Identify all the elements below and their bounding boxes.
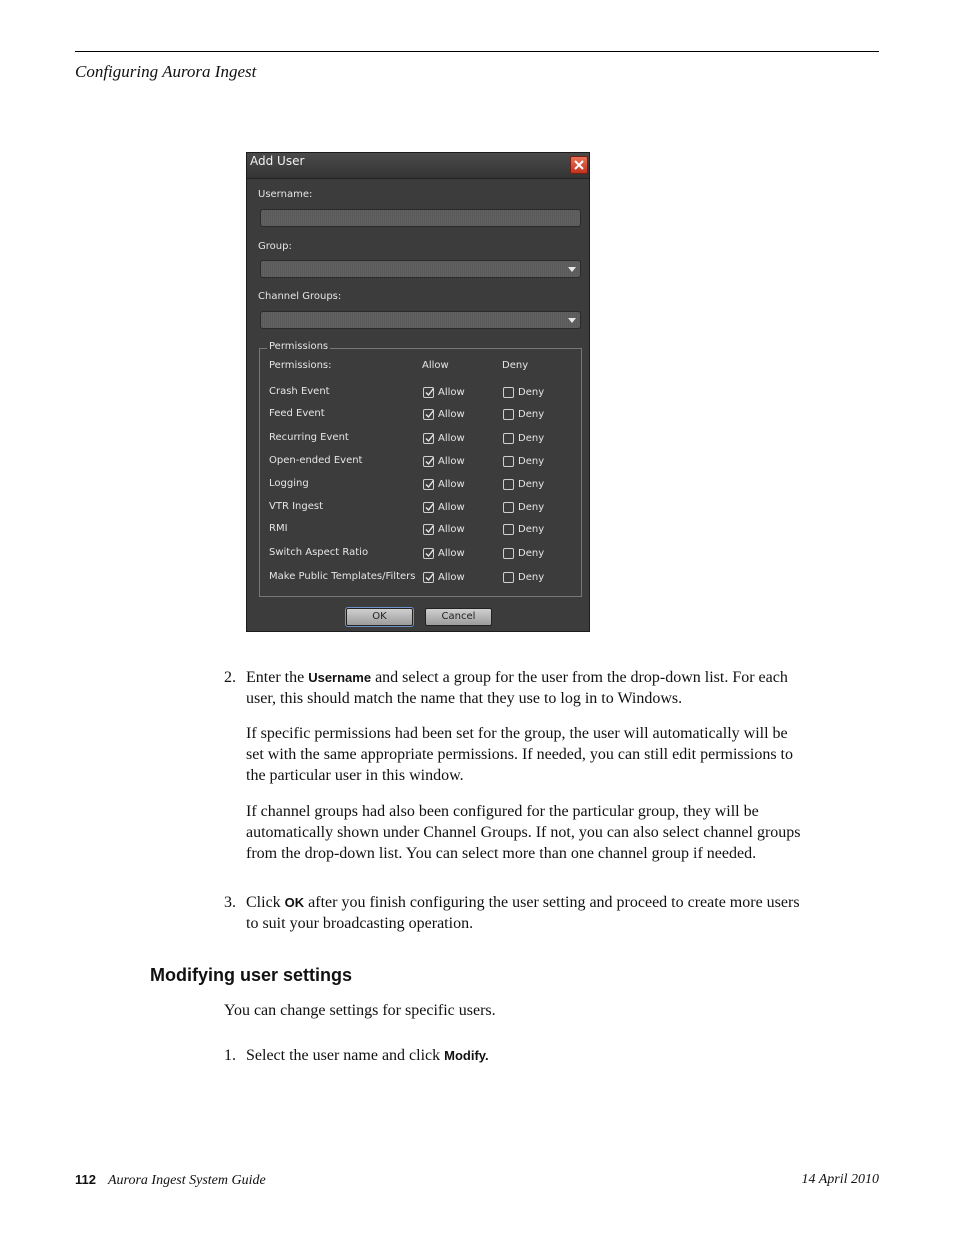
permission-name: RMI bbox=[269, 523, 288, 534]
allow-checkbox[interactable] bbox=[423, 433, 434, 444]
username-label: Username: bbox=[258, 189, 313, 200]
deny-label: Deny bbox=[518, 387, 545, 398]
allow-label: Allow bbox=[438, 456, 465, 467]
step-3-number: 3. bbox=[224, 894, 236, 911]
step-3-text bbox=[246, 892, 806, 934]
permission-row bbox=[247, 386, 589, 404]
modify-ui-term: Modify. bbox=[444, 1048, 489, 1063]
step-3-text-a: Click bbox=[246, 894, 285, 911]
deny-label: Deny bbox=[518, 502, 545, 513]
deny-checkbox[interactable] bbox=[503, 502, 514, 513]
permission-row bbox=[247, 501, 589, 519]
permission-row bbox=[247, 432, 589, 450]
permission-name: Feed Event bbox=[269, 408, 325, 419]
deny-checkbox[interactable] bbox=[503, 433, 514, 444]
deny-label: Deny bbox=[518, 456, 545, 467]
allow-checkbox[interactable] bbox=[423, 387, 434, 398]
step-1-text bbox=[246, 1045, 806, 1066]
deny-column-header: Deny bbox=[502, 360, 529, 371]
allow-column-header: Allow bbox=[422, 360, 449, 371]
deny-label: Deny bbox=[518, 479, 545, 490]
username-ui-term: Username bbox=[308, 670, 372, 685]
deny-checkbox[interactable] bbox=[503, 409, 514, 420]
step-2-text bbox=[246, 667, 806, 709]
permission-row bbox=[247, 478, 589, 496]
deny-label: Deny bbox=[518, 409, 545, 420]
section-intro: You can change settings for specific users. bbox=[224, 1002, 496, 1019]
footer-left bbox=[75, 1172, 266, 1189]
allow-checkbox[interactable] bbox=[423, 572, 434, 583]
deny-label: Deny bbox=[518, 524, 545, 535]
ok-button[interactable]: OK bbox=[346, 608, 413, 626]
deny-label: Deny bbox=[518, 433, 545, 444]
deny-checkbox[interactable] bbox=[503, 479, 514, 490]
permission-name: Open-ended Event bbox=[269, 455, 363, 466]
permission-name: Switch Aspect Ratio bbox=[269, 547, 369, 558]
permission-name: Recurring Event bbox=[269, 432, 349, 443]
deny-checkbox[interactable] bbox=[503, 456, 514, 467]
allow-label: Allow bbox=[438, 572, 465, 583]
channel-groups-label: Channel Groups: bbox=[258, 291, 342, 302]
allow-checkbox[interactable] bbox=[423, 409, 434, 420]
guide-title: Aurora Ingest System Guide bbox=[107, 1173, 266, 1188]
ok-ui-term: OK bbox=[284, 895, 305, 910]
permission-row bbox=[247, 408, 589, 426]
dialog-titlebar bbox=[247, 153, 589, 179]
permission-name: Crash Event bbox=[269, 386, 330, 397]
deny-checkbox[interactable] bbox=[503, 548, 514, 559]
allow-checkbox[interactable] bbox=[423, 548, 434, 559]
cancel-button[interactable]: Cancel bbox=[425, 608, 492, 626]
permissions-column-header: Permissions: bbox=[269, 360, 332, 371]
footer-date: 14 April 2010 bbox=[801, 1172, 879, 1187]
allow-label: Allow bbox=[438, 524, 465, 535]
header-rule bbox=[75, 51, 879, 52]
permission-name: VTR Ingest bbox=[269, 501, 323, 512]
running-head: Configuring Aurora Ingest bbox=[75, 62, 257, 81]
step-2-text-a: Enter the bbox=[246, 669, 309, 686]
permission-row bbox=[247, 571, 589, 589]
username-input[interactable] bbox=[260, 209, 581, 227]
permission-name: Logging bbox=[269, 478, 309, 489]
close-icon bbox=[573, 159, 585, 171]
chevron-down-icon bbox=[568, 318, 576, 323]
chevron-down-icon bbox=[568, 267, 576, 272]
step-2-text-b: and select a group for the user from the drop-down list. For each user, this should match the name that they use to log in to Windows. bbox=[246, 669, 788, 707]
add-user-dialog bbox=[246, 152, 590, 632]
allow-label: Allow bbox=[438, 409, 465, 420]
deny-checkbox[interactable] bbox=[503, 387, 514, 398]
page-number: 112 bbox=[75, 1172, 96, 1187]
allow-label: Allow bbox=[438, 387, 465, 398]
channel-groups-select[interactable] bbox=[260, 311, 581, 329]
permissions-legend: Permissions bbox=[269, 341, 329, 352]
step-1-number: 1. bbox=[224, 1047, 236, 1064]
step-1-text-a: Select the user name and click bbox=[246, 1047, 445, 1064]
allow-label: Allow bbox=[438, 502, 465, 513]
allow-checkbox[interactable] bbox=[423, 479, 434, 490]
permission-row bbox=[247, 455, 589, 473]
permission-row bbox=[247, 523, 589, 541]
deny-checkbox[interactable] bbox=[503, 524, 514, 535]
allow-label: Allow bbox=[438, 548, 465, 559]
allow-checkbox[interactable] bbox=[423, 456, 434, 467]
section-heading: Modifying user settings bbox=[150, 965, 353, 985]
allow-label: Allow bbox=[438, 433, 465, 444]
close-button[interactable] bbox=[570, 156, 588, 174]
group-label: Group: bbox=[258, 241, 292, 252]
allow-checkbox[interactable] bbox=[423, 524, 434, 535]
dialog-title: Add User bbox=[250, 154, 305, 168]
step-2-paragraph-3: If channel groups had also been configured for the particular group, they will be automatically shown under Channel Groups. If not, you can also select channel groups from the drop-down list. You can select more than one channel group if needed. bbox=[246, 803, 801, 862]
allow-label: Allow bbox=[438, 479, 465, 490]
deny-checkbox[interactable] bbox=[503, 572, 514, 583]
deny-label: Deny bbox=[518, 548, 545, 559]
step-2-paragraph-2: If specific permissions had been set for the group, the user will automatically will be set with the same appropriate permissions. If needed, you can still edit permissions to the particular user in this window. bbox=[246, 725, 793, 784]
group-select[interactable] bbox=[260, 260, 581, 278]
permission-row bbox=[247, 547, 589, 565]
step-2-number: 2. bbox=[224, 669, 236, 686]
allow-checkbox[interactable] bbox=[423, 502, 434, 513]
step-3-text-b: after you finish configuring the user setting and proceed to create more users to suit your broadcasting operation. bbox=[246, 894, 800, 932]
deny-label: Deny bbox=[518, 572, 545, 583]
permission-name: Make Public Templates/Filters bbox=[269, 571, 416, 582]
